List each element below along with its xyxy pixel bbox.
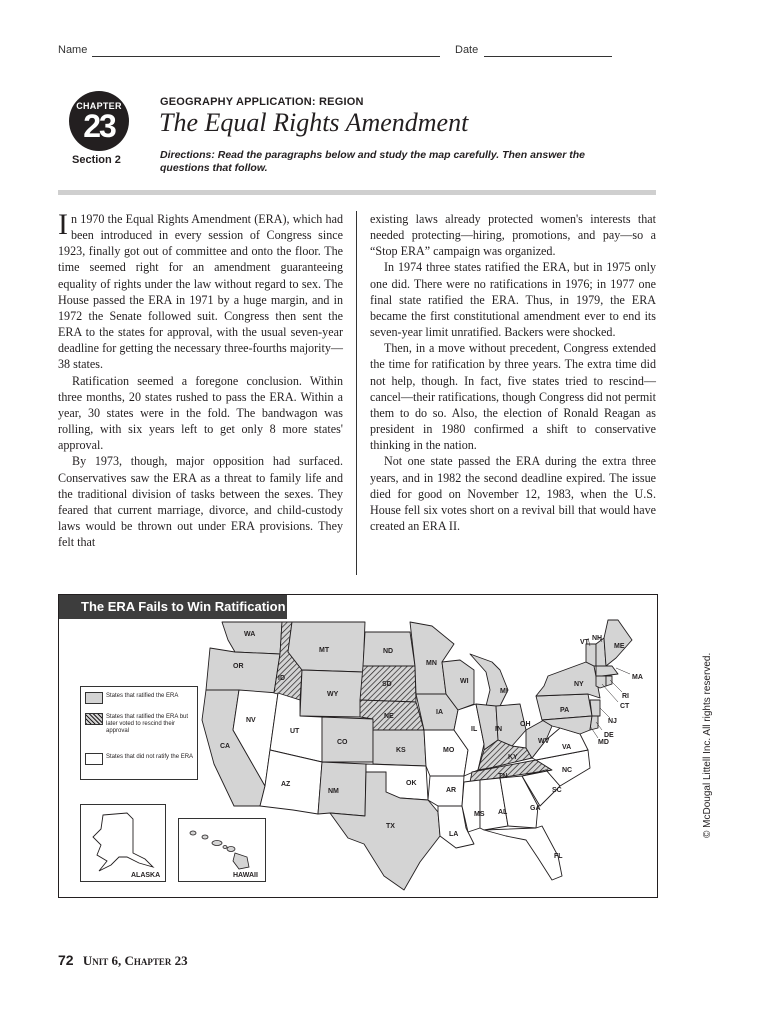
state-label: MO xyxy=(443,747,455,754)
paragraph: Not one state passed the ERA during the extra three years, and in 1982 the second deadline expired. The issue died for good on November 12, 1983, when the U.S. House fell six votes short on a revival bill that would have created an ERA II. xyxy=(370,454,656,533)
state-label: NM xyxy=(328,788,339,795)
paragraph: By 1973, though, major opposition had surfaced. Conservatives saw the ERA as a threat to family life and the traditional division of tasks between the sexes. They feared that current marriage, divorce, and child-custody laws would be thrown out under ERA provisions. They felt that xyxy=(58,454,343,550)
column-divider xyxy=(356,211,357,575)
alaska-map xyxy=(81,805,165,881)
hawaii-map xyxy=(179,819,265,881)
state-label: CT xyxy=(620,703,630,710)
page-number: 72 xyxy=(58,952,74,968)
state-ny xyxy=(536,662,600,698)
state-label: IA xyxy=(436,709,443,716)
state-mi xyxy=(470,654,508,706)
state-label: ID xyxy=(278,675,285,682)
divider xyxy=(58,190,656,195)
state-label: MI xyxy=(500,688,508,695)
state-label: NJ xyxy=(608,718,617,725)
state-label: AZ xyxy=(281,781,291,788)
state-label: CO xyxy=(337,739,348,746)
state-az xyxy=(260,750,322,814)
state-label: IN xyxy=(495,726,502,733)
state-label: MN xyxy=(426,660,437,667)
state-co xyxy=(322,717,373,762)
state-or xyxy=(206,648,280,693)
state-label: MS xyxy=(474,811,485,818)
map-legend: States that ratified the ERA States that ratified the ERA but later voted to rescind their approval States that did not ratify the ERA xyxy=(80,686,198,780)
state-label: OH xyxy=(520,721,531,728)
state-nm xyxy=(318,762,366,816)
state-label: KS xyxy=(396,747,406,754)
hawaii-inset xyxy=(178,818,266,882)
state-label: TN xyxy=(498,773,508,780)
state-label: NC xyxy=(562,767,573,774)
footer-text: Unit 6, Chapter 23 xyxy=(82,953,188,968)
hawaii-label: HAWAII xyxy=(233,872,258,879)
state-label: AR xyxy=(446,787,457,794)
state-label: PA xyxy=(560,707,570,714)
legend-swatch xyxy=(85,692,103,704)
legend-swatch xyxy=(85,753,103,765)
copyright: © McDougal Littell Inc. All rights reserved. xyxy=(702,652,713,838)
article-right-column xyxy=(370,211,656,534)
state-label: SD xyxy=(382,681,392,688)
state-vt xyxy=(586,644,596,666)
state-label: DE xyxy=(604,732,614,739)
state-label: NH xyxy=(592,635,603,642)
page-footer xyxy=(58,952,188,969)
state-label: MT xyxy=(319,647,330,654)
state-label: TX xyxy=(386,823,395,830)
paragraph: existing laws already protected women's interests that needed protecting—hiring, promotions, and pay—so a “Stop ERA” campaign was organized. xyxy=(370,212,656,259)
state-label: CA xyxy=(220,743,231,750)
date-label: Date xyxy=(455,44,479,56)
alaska-inset xyxy=(80,804,166,882)
state-label: VT xyxy=(580,639,589,646)
map-title: The ERA Fails to Win Ratification xyxy=(59,595,287,619)
state-fl xyxy=(484,826,562,880)
chapter-label: CHAPTER xyxy=(76,101,122,111)
state-label: MD xyxy=(598,739,609,746)
state-label: LA xyxy=(449,831,459,838)
alaska-label: ALASKA xyxy=(131,872,161,879)
chapter-number: 23 xyxy=(83,108,115,144)
section-label: Section 2 xyxy=(72,154,121,166)
chapter-badge xyxy=(69,91,129,151)
state-label: SC xyxy=(552,787,562,794)
state-label: OK xyxy=(406,780,417,787)
state-wa xyxy=(222,622,282,654)
paragraph: Ratification seemed a foregone conclusion. Within three months, 20 states rushed to pass the ERA. Within a year, 30 states were in the fold. The bandwagon was rolling, with six years left to get only 8 more states' approval. xyxy=(58,373,343,453)
state-label: GA xyxy=(530,805,541,812)
state-label: ND xyxy=(383,648,394,655)
article-left-column xyxy=(58,208,343,550)
state-label: NV xyxy=(246,717,256,724)
state-label: FL xyxy=(554,853,563,860)
paragraph: Then, in a move without precedent, Congress extended the time for ratification by three years. The extra time did not help, though. In fact, five states tried to rescind—cancel—their ratifications, though Congress did not permit them to do so. Also, the election of Ronald Reagan as president in 1980 confirmed a shift to conservative thinking in the nation. xyxy=(370,341,656,453)
state-label: KY xyxy=(508,754,518,761)
state-label: RI xyxy=(622,693,629,700)
kicker: GEOGRAPHY APPLICATION: REGION xyxy=(160,96,364,108)
drop-cap: I xyxy=(58,208,68,241)
directions: Directions: Read the paragraphs below and study the map carefully. Then answer the questions that follow. xyxy=(160,149,585,174)
state-label: NY xyxy=(574,681,584,688)
page-title: The Equal Rights Amendment xyxy=(159,108,469,137)
paragraph: In 1974 three states ratified the ERA, but in 1975 only one did. There were no ratifications in 1976; in 1977 one final state ratified the ERA. Thus, in 1979, the ERA became the first constitutional amendment ever to end its seven-year limit unratified. Backers were shocked. xyxy=(370,260,656,340)
state-label: OR xyxy=(233,663,244,670)
state-ct xyxy=(596,676,606,688)
state-label: WI xyxy=(460,678,469,685)
state-label: WY xyxy=(327,691,339,698)
name-label: Name xyxy=(58,44,88,56)
legend-swatch xyxy=(85,713,103,725)
state-label: NE xyxy=(384,713,394,720)
state-label: WA xyxy=(244,631,256,638)
state-label: UT xyxy=(290,728,300,735)
paragraph: In 1970 the Equal Rights Amendment (ERA), which had been introduced in every session of Congress since 1923, finally got out of committee and onto the floor. The time seemed right for an amendment guaranteeing equality of rights under the law without regard to sex. The House passed the ERA in 1971 by a huge margin, and in 1972 the Senate followed suit. Congress then sent the ERA to the states for approval, with the usual seven-year deadline for getting the necessary three-fourths majority—38 states. xyxy=(58,208,343,372)
state-label: WV xyxy=(538,738,550,745)
state-ma xyxy=(596,666,618,676)
state-label: IL xyxy=(471,726,478,733)
date-line[interactable] xyxy=(484,56,612,57)
name-line[interactable] xyxy=(92,56,440,57)
state-nj xyxy=(590,700,600,716)
state-label: MA xyxy=(632,674,643,681)
state-label: AL xyxy=(498,809,508,816)
state-label: VA xyxy=(562,744,572,751)
state-label: ME xyxy=(614,643,625,650)
